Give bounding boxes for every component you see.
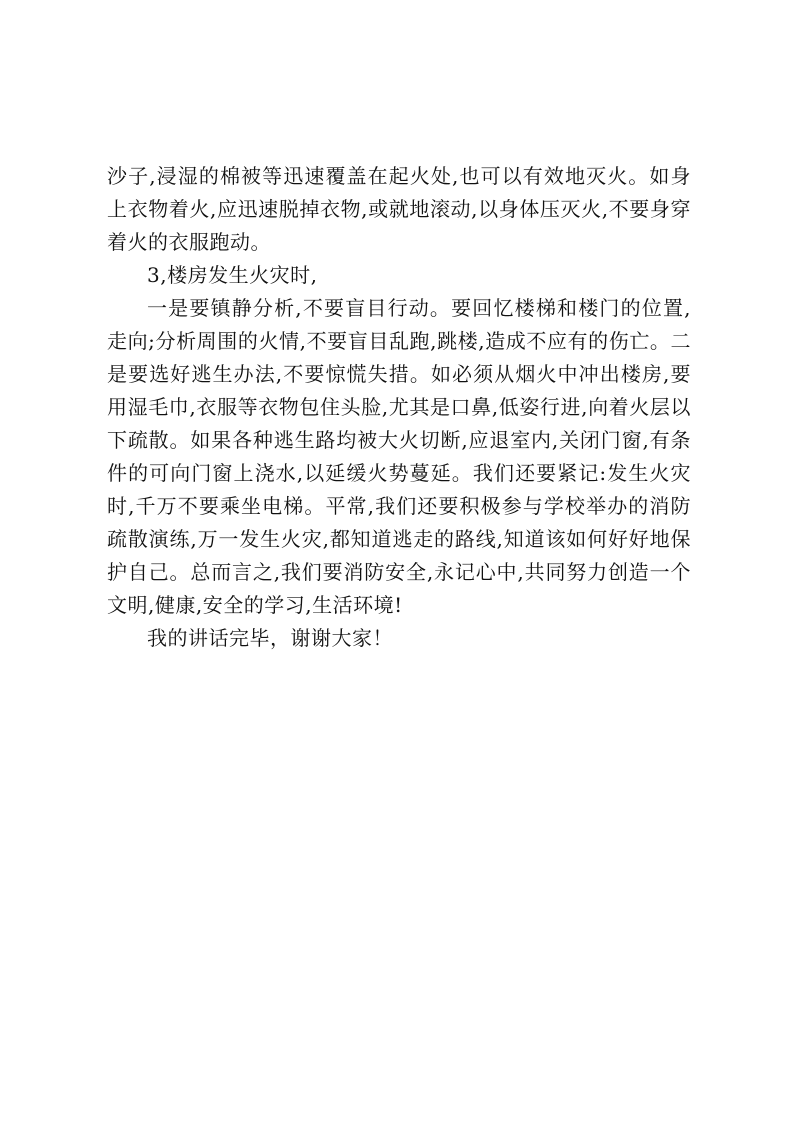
paragraph-building-fire-heading: 3,楼房发生火灾时, [147,263,318,287]
paragraph-closing-remarks: 我的讲话完毕，谢谢大家！ [147,626,393,650]
paragraph-fire-extinguish-methods: 沙子,浸湿的棉被等迅速覆盖在起火处,也可以有效地灭火。如身上衣物着火,应迅速脱掉衣物,或就地滚动,以身体压灭火,不要身穿着火的衣服跑动。 [107,164,691,254]
paragraph-escape-advice: 一是要镇静分析,不要盲目行动。要回忆楼梯和楼门的位置,走向;分析周围的火情,不要盲目乱跑,跳楼,造成不应有的伤亡。二是要选好逃生办法,不要惊慌失措。如必须从烟火中冲出楼房,要用湿毛巾,衣服等衣物包住头脸,尤其是口鼻,低姿行进,向着火层以下疏散。如果各种逃生路均被大火切断,应退室内,关闭门窗,有条件的可向门窗上浇水,以延缓火势蔓延。我们还要紧记:发生火灾时,千万不要乘坐电梯。平常,我们还要积极参与学校举办的消防疏散演练,万一发生火灾,都知道逃走的路线,知道该如何好好地保护自己。总而言之,我们要消防安全,永记心中,共同努力创造一个文明,健康,安全的学习,生活环境! [107,296,691,617]
document-body [107,160,691,655]
